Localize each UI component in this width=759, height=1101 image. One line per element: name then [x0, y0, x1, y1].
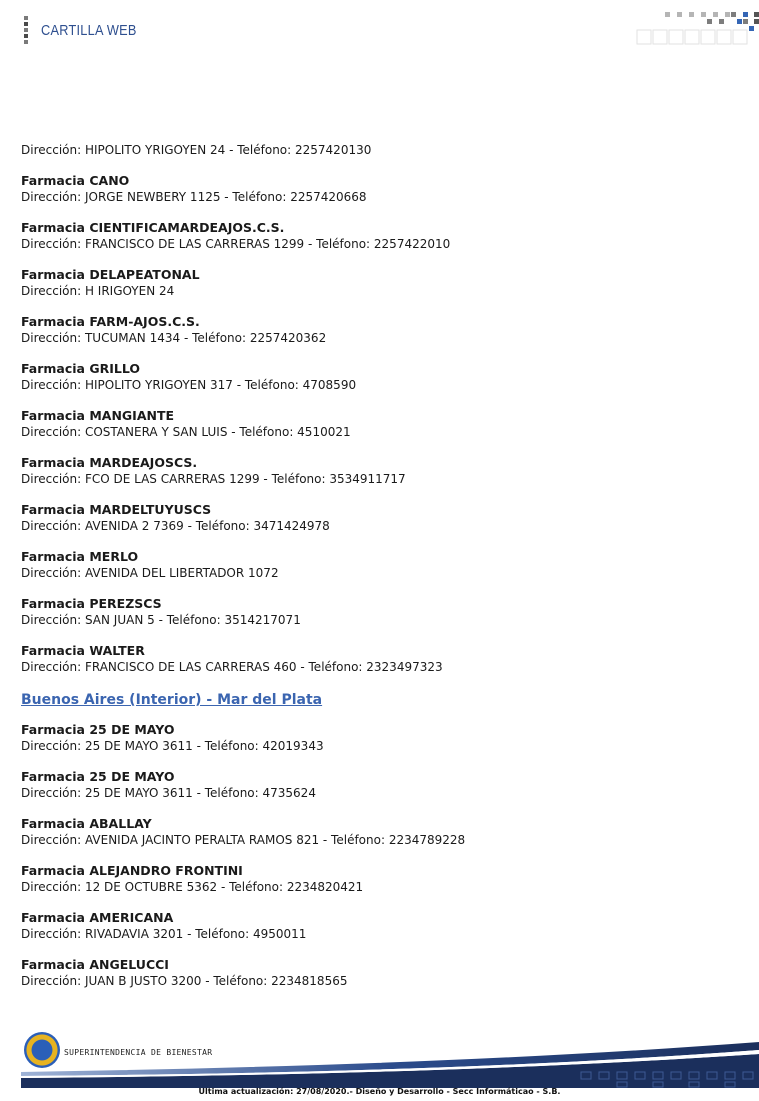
pharmacy-name: Farmacia AMERICANA	[21, 910, 174, 925]
pharmacy-address: Dirección: TUCUMAN 1434 - Teléfono: 2257420362	[21, 331, 327, 345]
list-item	[21, 454, 741, 501]
list-item	[21, 266, 741, 313]
list-item	[21, 721, 741, 768]
header-bar-icon	[24, 16, 28, 46]
pharmacy-address: Dirección: FRANCISCO DE LAS CARRERAS 1299 - Teléfono: 2257422010	[21, 237, 451, 251]
header-squares-decoration	[635, 12, 759, 46]
pharmacy-listing	[21, 142, 741, 1003]
pharmacy-name: Farmacia ANGELUCCI	[21, 957, 169, 972]
pharmacy-address: Dirección: FCO DE LAS CARRERAS 1299 - Teléfono: 3534911717	[21, 472, 406, 486]
list-item	[21, 219, 741, 266]
pharmacy-name: Farmacia CIENTIFICAMARDEAJOS.C.S.	[21, 220, 285, 235]
footer-organization: SUPERINTENDENCIA DE BIENESTAR	[64, 1048, 213, 1057]
list-item	[21, 360, 741, 407]
pharmacy-name: Farmacia MERLO	[21, 549, 139, 564]
pharmacy-address: Dirección: AVENIDA 2 7369 - Teléfono: 3471424978	[21, 519, 330, 533]
list-item	[21, 407, 741, 454]
section-title-link[interactable]: Buenos Aires (Interior) - Mar del Plata	[21, 692, 323, 708]
pharmacy-name: Farmacia MARDEAJOSCS.	[21, 455, 198, 470]
pharmacy-name: Farmacia ALEJANDRO FRONTINI	[21, 863, 243, 878]
pharmacy-name: Farmacia DELAPEATONAL	[21, 267, 200, 282]
list-item	[21, 642, 741, 689]
list-item	[21, 595, 741, 642]
pharmacy-name: Farmacia ABALLAY	[21, 816, 152, 831]
pharmacy-name: Farmacia 25 DE MAYO	[21, 722, 175, 737]
pharmacy-address: Dirección: AVENIDA JACINTO PERALTA RAMOS 821 - Teléfono: 2234789228	[21, 833, 466, 847]
pharmacy-address: Dirección: JORGE NEWBERY 1125 - Teléfono: 2257420668	[21, 190, 367, 204]
list-item	[21, 172, 741, 219]
pharmacy-address: Dirección: 25 DE MAYO 3611 - Teléfono: 42019343	[21, 739, 324, 753]
list-item	[21, 862, 741, 909]
pharmacy-name: Farmacia MANGIANTE	[21, 408, 175, 423]
superintendencia-seal-icon	[24, 1032, 60, 1068]
list-item	[21, 815, 741, 862]
pharmacy-address: Dirección: RIVADAVIA 3201 - Teléfono: 4950011	[21, 927, 307, 941]
pharmacy-address: Dirección: SAN JUAN 5 - Teléfono: 3514217071	[21, 613, 301, 627]
pharmacy-address: Dirección: 12 DE OCTUBRE 5362 - Teléfono: 2234820421	[21, 880, 364, 894]
pharmacy-name: Farmacia WALTER	[21, 643, 145, 658]
pharmacy-name: Farmacia PEREZSCS	[21, 596, 162, 611]
page-header	[0, 0, 759, 60]
pharmacy-address: Dirección: COSTANERA Y SAN LUIS - Teléfono: 4510021	[21, 425, 351, 439]
pharmacy-address: Dirección: AVENIDA DEL LIBERTADOR 1072	[21, 566, 279, 580]
pharmacy-name: Farmacia GRILLO	[21, 361, 140, 376]
pharmacy-name: Farmacia FARM-AJOS.C.S.	[21, 314, 200, 329]
pharmacy-address: Dirección: 25 DE MAYO 3611 - Teléfono: 4735624	[21, 786, 316, 800]
footer-update-note: Ultima actualización: 27/08/2020.- Diseño y Desarrollo - Secc Informáticao - S.B.	[198, 1087, 561, 1096]
list-item	[21, 501, 741, 548]
pharmacy-address: Dirección: FRANCISCO DE LAS CARRERAS 460 - Teléfono: 2323497323	[21, 660, 443, 674]
pharmacy-address: Dirección: HIPOLITO YRIGOYEN 317 - Teléfono: 4708590	[21, 378, 357, 392]
pharmacy-name: Farmacia CANO	[21, 173, 130, 188]
pharmacy-address: Dirección: JUAN B JUSTO 3200 - Teléfono: 2234818565	[21, 974, 348, 988]
list-item	[21, 956, 741, 1003]
pharmacy-address: Dirección: HIPOLITO YRIGOYEN 24 - Teléfono: 2257420130	[21, 143, 372, 157]
header-title: CARTILLA WEB	[41, 22, 137, 39]
list-item	[21, 142, 741, 172]
list-item	[21, 909, 741, 956]
page-footer	[0, 1030, 759, 1101]
pharmacy-address: Dirección: H IRIGOYEN 24	[21, 284, 175, 298]
list-item	[21, 313, 741, 360]
pharmacy-name: Farmacia MARDELTUYUSCS	[21, 502, 212, 517]
list-item	[21, 548, 741, 595]
list-item	[21, 768, 741, 815]
pharmacy-name: Farmacia 25 DE MAYO	[21, 769, 175, 784]
